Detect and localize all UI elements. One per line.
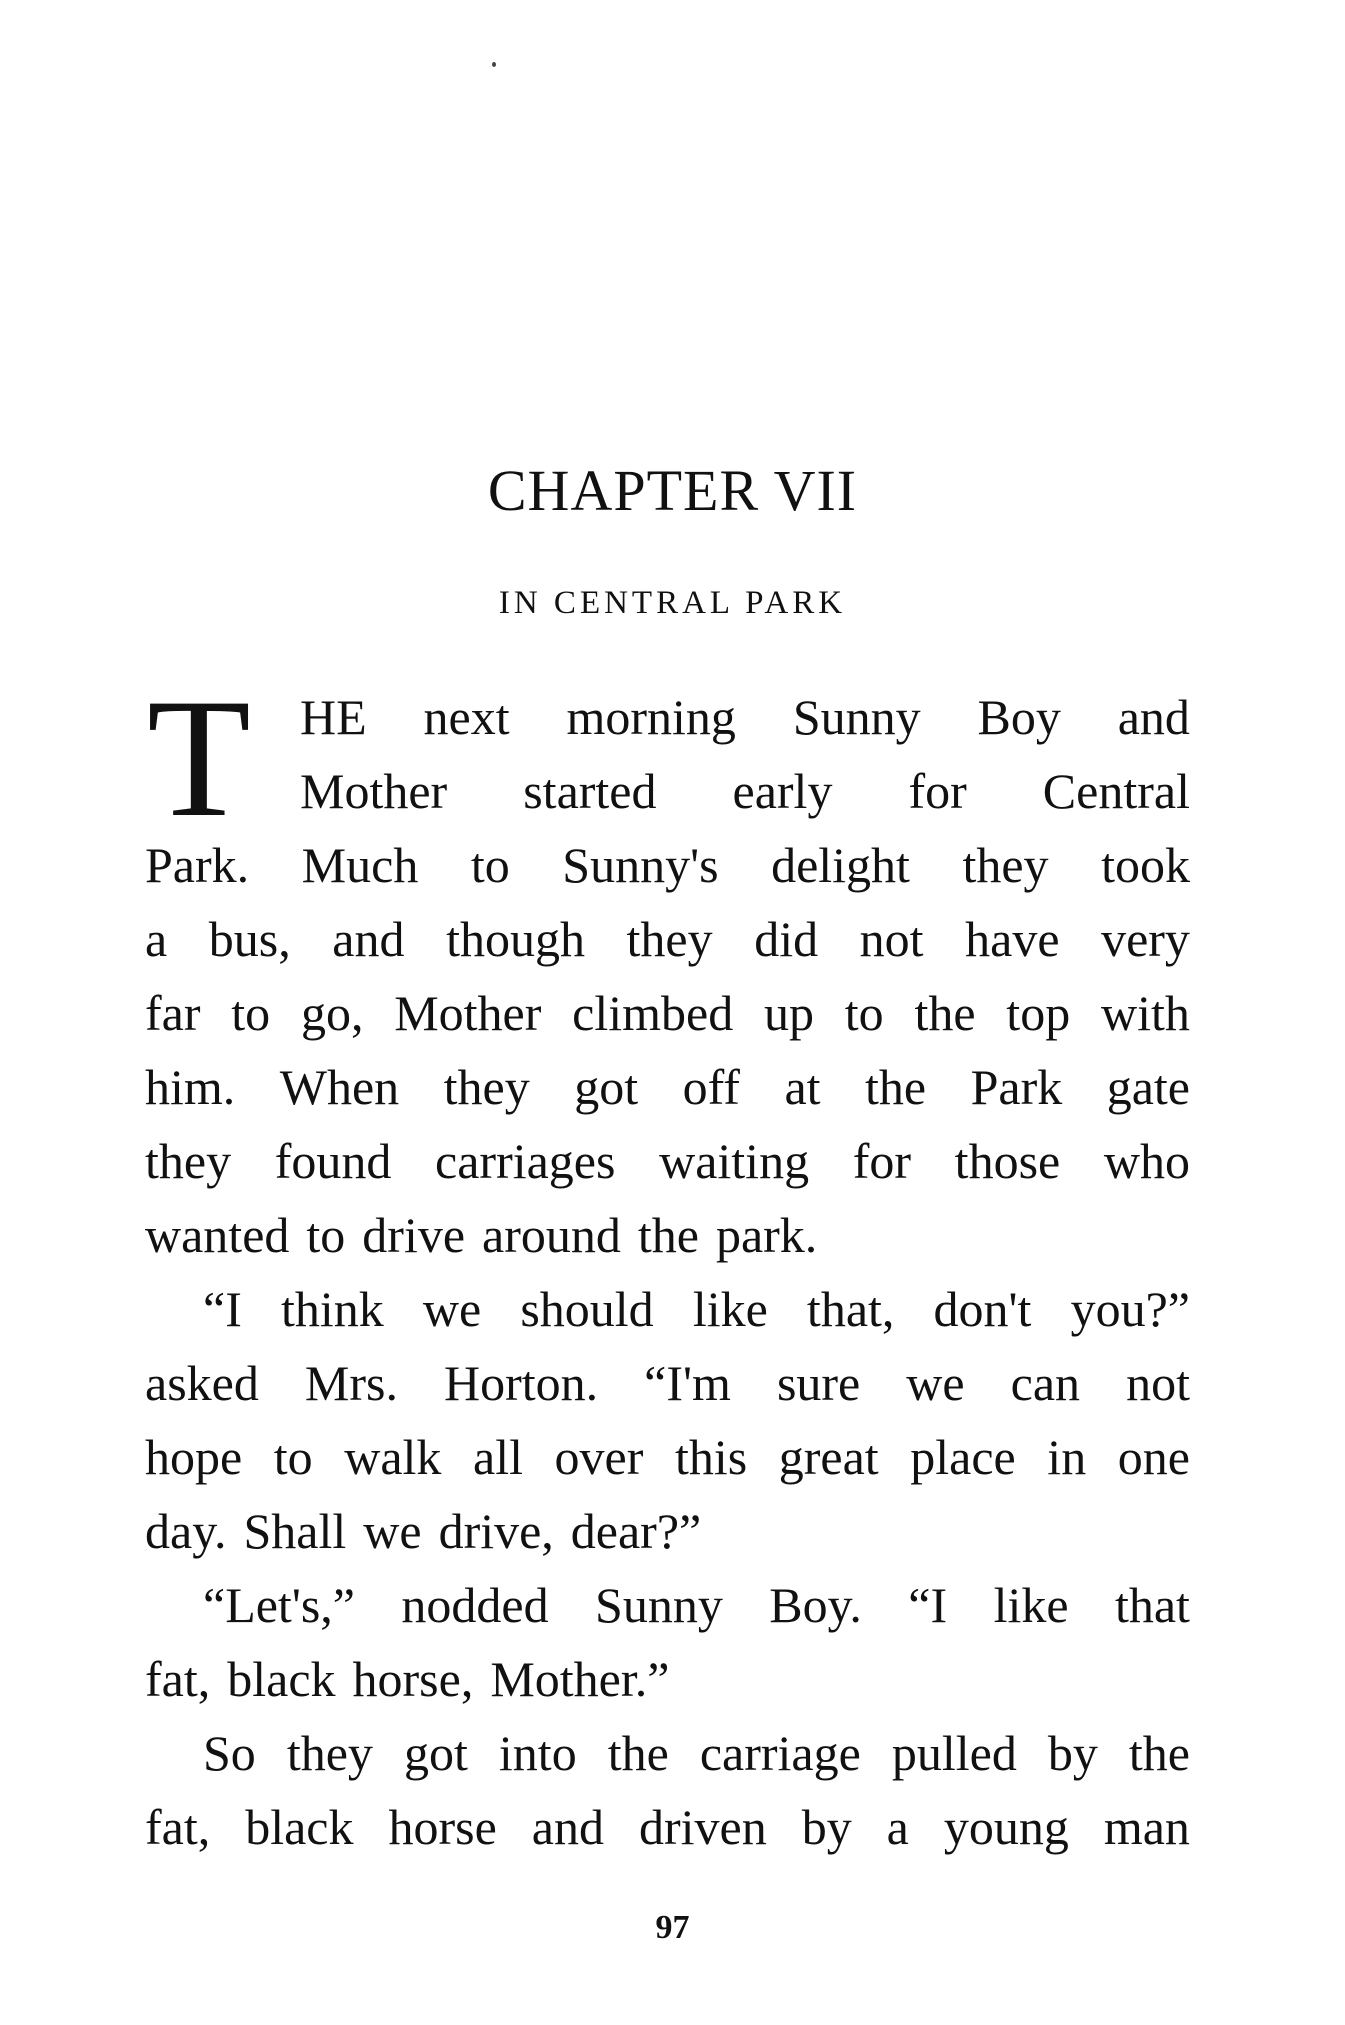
word: one bbox=[1117, 1429, 1190, 1485]
word: over bbox=[554, 1429, 644, 1485]
word: the bbox=[914, 985, 976, 1041]
word: think bbox=[280, 1281, 384, 1337]
word: carriage bbox=[699, 1725, 861, 1781]
body-text bbox=[145, 664, 1190, 1864]
word: man bbox=[1103, 1799, 1190, 1855]
word: wanted bbox=[145, 1207, 290, 1263]
word: asked bbox=[145, 1355, 259, 1411]
word: gate bbox=[1106, 1059, 1190, 1115]
word: like bbox=[692, 1281, 768, 1337]
word: and bbox=[1117, 689, 1190, 745]
text-line bbox=[145, 1568, 1190, 1642]
word: Park. bbox=[145, 837, 250, 893]
word: got bbox=[574, 1059, 639, 1115]
word: you?” bbox=[1070, 1281, 1190, 1337]
word: place bbox=[910, 1429, 1016, 1485]
word: horse bbox=[388, 1799, 497, 1855]
word: next bbox=[423, 689, 510, 745]
word: fat, bbox=[145, 1651, 211, 1707]
word: drive bbox=[362, 1207, 466, 1263]
word: and bbox=[531, 1799, 604, 1855]
page-number: 97 bbox=[655, 1909, 690, 1946]
word: who bbox=[1103, 1133, 1190, 1189]
word: Park bbox=[970, 1059, 1063, 1115]
word: fat, bbox=[145, 1799, 211, 1855]
word: we bbox=[422, 1281, 482, 1337]
ink-speck bbox=[492, 62, 496, 67]
chapter-subtitle: IN CENTRAL PARK bbox=[498, 585, 847, 621]
text-line bbox=[145, 1272, 1190, 1346]
word: waiting bbox=[659, 1133, 810, 1189]
word: not bbox=[1126, 1355, 1190, 1411]
word: found bbox=[274, 1133, 392, 1189]
word: Boy bbox=[977, 689, 1061, 745]
word: So bbox=[203, 1725, 256, 1781]
word: did bbox=[754, 911, 819, 967]
text-line bbox=[145, 1420, 1190, 1494]
word: the bbox=[1128, 1725, 1190, 1781]
word: park. bbox=[715, 1207, 818, 1263]
word: don't bbox=[933, 1281, 1032, 1337]
word: delight bbox=[771, 837, 910, 893]
word: got bbox=[403, 1725, 468, 1781]
word: though bbox=[446, 911, 585, 967]
word: the bbox=[637, 1207, 699, 1263]
word: the bbox=[607, 1725, 669, 1781]
word: early bbox=[732, 763, 833, 819]
word: “Let's,” bbox=[203, 1577, 355, 1633]
word: pulled bbox=[891, 1725, 1017, 1781]
word: day. bbox=[145, 1503, 227, 1559]
word: that, bbox=[806, 1281, 895, 1337]
word: hope bbox=[145, 1429, 243, 1485]
word: HE bbox=[300, 689, 367, 745]
word: driven bbox=[638, 1799, 767, 1855]
word: “I bbox=[908, 1577, 948, 1633]
word: bus, bbox=[208, 911, 291, 967]
text-line bbox=[145, 1198, 1190, 1272]
word: should bbox=[520, 1281, 654, 1337]
text-line bbox=[145, 1494, 1190, 1568]
word: Much bbox=[301, 837, 419, 893]
word: “I'm bbox=[644, 1355, 731, 1411]
word: a bbox=[145, 911, 168, 967]
word: him. bbox=[145, 1059, 236, 1115]
word: they bbox=[145, 1133, 232, 1189]
word: black bbox=[245, 1799, 354, 1855]
word: that bbox=[1114, 1577, 1190, 1633]
word: drive, bbox=[438, 1503, 554, 1559]
word: not bbox=[859, 911, 924, 967]
word: we bbox=[906, 1355, 965, 1411]
word: by bbox=[1047, 1725, 1098, 1781]
word: to bbox=[231, 985, 271, 1041]
word: great bbox=[778, 1429, 879, 1485]
word: horse, bbox=[352, 1651, 474, 1707]
word: into bbox=[498, 1725, 577, 1781]
chapter-title: CHAPTER VII bbox=[487, 458, 858, 523]
word: have bbox=[965, 911, 1060, 967]
word: walk bbox=[344, 1429, 442, 1485]
word: can bbox=[1010, 1355, 1081, 1411]
word: up bbox=[764, 985, 814, 1041]
word: for bbox=[852, 1133, 912, 1189]
word: took bbox=[1101, 837, 1190, 893]
text-line bbox=[145, 828, 1190, 902]
text-line bbox=[145, 976, 1190, 1050]
word: they bbox=[286, 1725, 373, 1781]
word: Mother.” bbox=[490, 1651, 670, 1707]
word: black bbox=[227, 1651, 336, 1707]
word: morning bbox=[566, 689, 736, 745]
text-line bbox=[145, 1050, 1190, 1124]
word: and bbox=[332, 911, 405, 967]
word: When bbox=[279, 1059, 400, 1115]
word: like bbox=[993, 1577, 1069, 1633]
word: climbed bbox=[572, 985, 734, 1041]
word: dear?” bbox=[570, 1503, 702, 1559]
word: go, bbox=[300, 985, 364, 1041]
word: to bbox=[273, 1429, 313, 1485]
word: for bbox=[908, 763, 967, 819]
word: all bbox=[473, 1429, 523, 1485]
text-line bbox=[145, 1346, 1190, 1420]
word: far bbox=[145, 985, 201, 1041]
text-line bbox=[145, 902, 1190, 976]
word: to bbox=[470, 837, 510, 893]
drop-cap: T bbox=[147, 664, 251, 852]
word: at bbox=[784, 1059, 821, 1115]
word: with bbox=[1100, 985, 1190, 1041]
text-line bbox=[145, 680, 1190, 754]
word: young bbox=[943, 1799, 1069, 1855]
word: started bbox=[523, 763, 657, 819]
word: a bbox=[886, 1799, 909, 1855]
word: Horton. bbox=[443, 1355, 599, 1411]
word: by bbox=[801, 1799, 852, 1855]
word: top bbox=[1006, 985, 1071, 1041]
word: Mrs. bbox=[304, 1355, 398, 1411]
word: very bbox=[1101, 911, 1190, 967]
word: in bbox=[1047, 1429, 1087, 1485]
word: those bbox=[954, 1133, 1061, 1189]
word: to bbox=[306, 1207, 346, 1263]
word: they bbox=[443, 1059, 530, 1115]
word: Sunny's bbox=[562, 837, 719, 893]
word: the bbox=[865, 1059, 927, 1115]
word: Sunny bbox=[595, 1577, 723, 1633]
word: Central bbox=[1042, 763, 1190, 819]
text-line bbox=[145, 1642, 1190, 1716]
text-line bbox=[145, 754, 1190, 828]
text-line bbox=[145, 1716, 1190, 1790]
word: off bbox=[682, 1059, 740, 1115]
word: this bbox=[674, 1429, 748, 1485]
word: around bbox=[482, 1207, 621, 1263]
word: Shall bbox=[243, 1503, 347, 1559]
word: we bbox=[363, 1503, 422, 1559]
word: they bbox=[962, 837, 1049, 893]
word: Mother bbox=[394, 985, 542, 1041]
word: Mother bbox=[300, 763, 448, 819]
word: to bbox=[844, 985, 884, 1041]
text-line bbox=[145, 1124, 1190, 1198]
word: sure bbox=[776, 1355, 861, 1411]
text-line bbox=[145, 1790, 1190, 1864]
word: nodded bbox=[401, 1577, 549, 1633]
word: they bbox=[626, 911, 713, 967]
word: “I bbox=[203, 1281, 242, 1337]
word: carriages bbox=[435, 1133, 616, 1189]
word: Boy. bbox=[769, 1577, 862, 1633]
word: Sunny bbox=[792, 689, 921, 745]
